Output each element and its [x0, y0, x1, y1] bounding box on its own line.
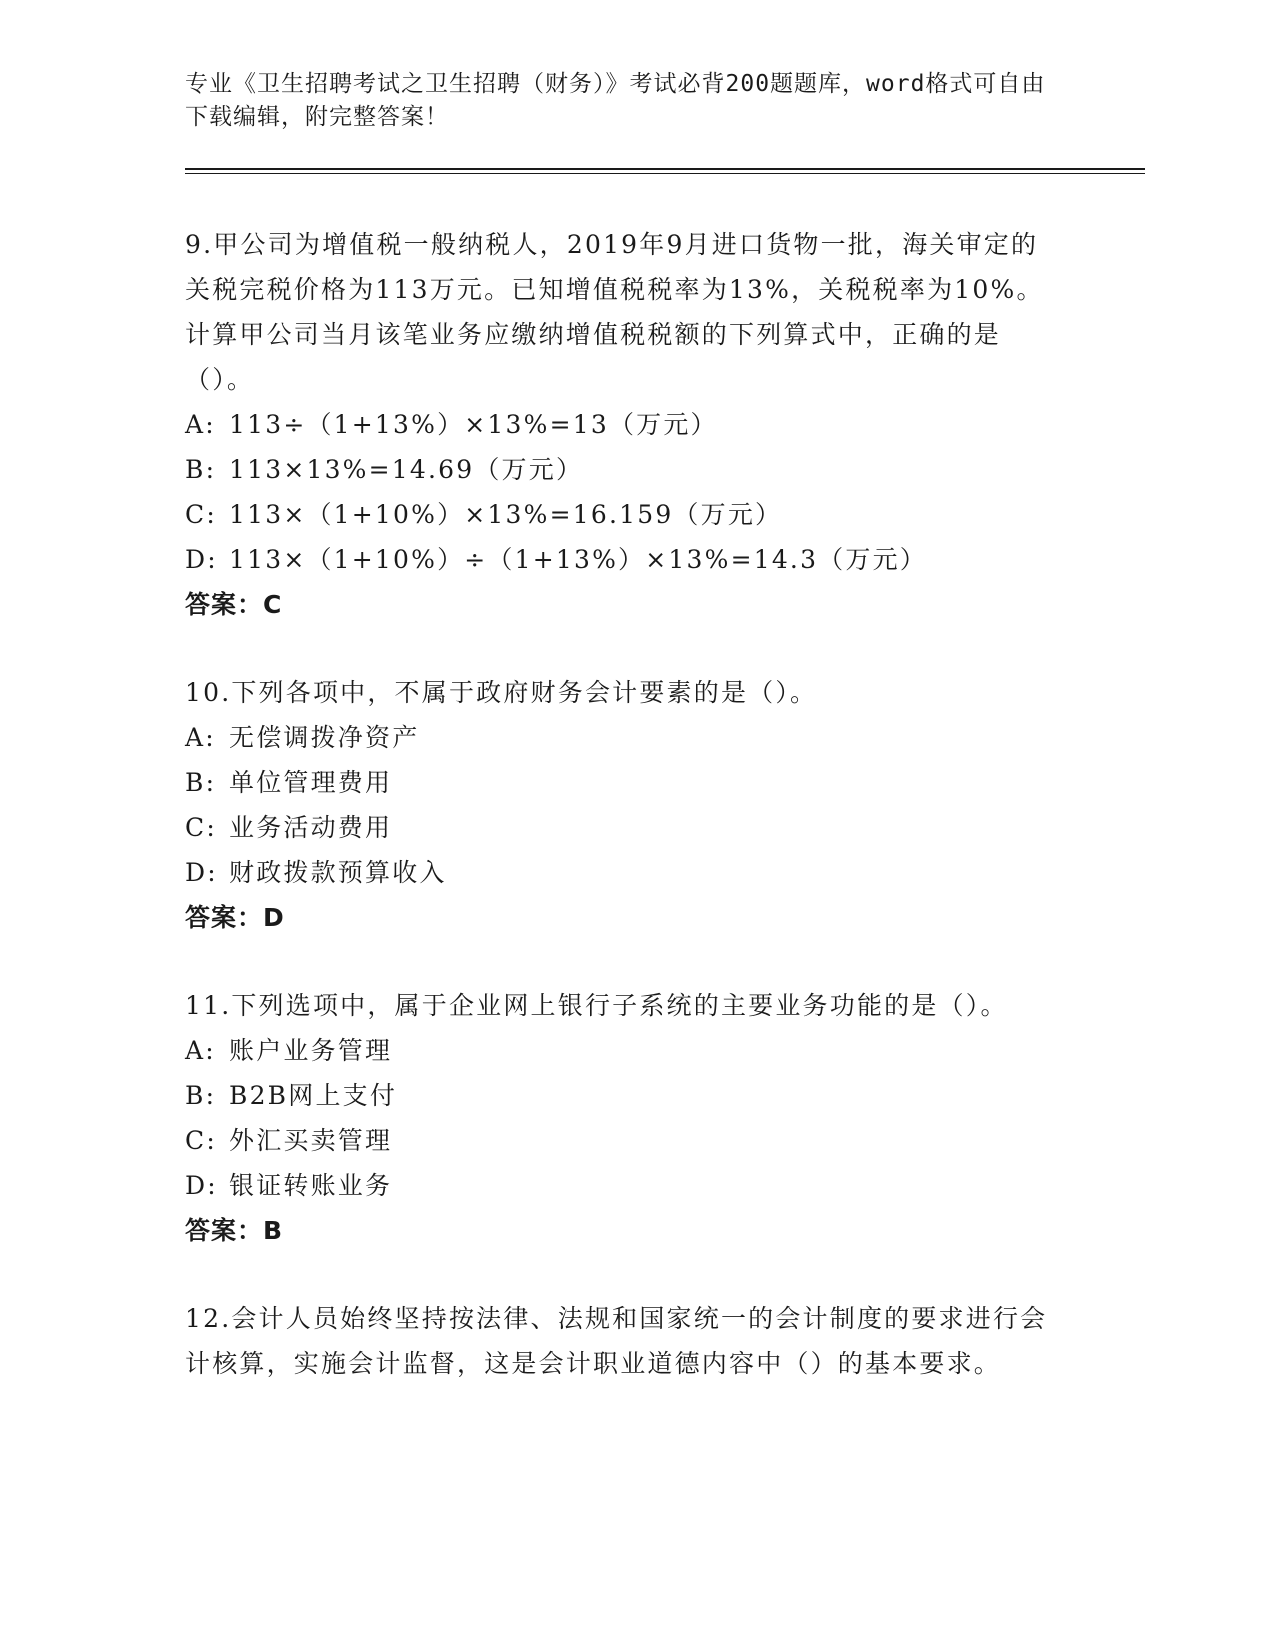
question-number: 11. — [185, 991, 232, 1020]
question-text: 11.下列选项中，属于企业网上银行子系统的主要业务功能的是（）。 — [185, 991, 1008, 1020]
option-d: D: 银证转账业务 — [185, 1171, 393, 1200]
option-c: C: 113×（1+10%）×13%=16.159（万元） — [185, 500, 783, 529]
question-item — [185, 983, 1145, 1253]
option-a: A: 无偿调拨净资产 — [185, 723, 420, 752]
option-b: B: 单位管理费用 — [185, 768, 393, 797]
question-list — [185, 222, 1145, 1386]
question-number: 9. — [185, 230, 214, 259]
option-d: D: 财政拨款预算收入 — [185, 858, 447, 887]
option-a: A: 113÷（1+13%）×13%=13（万元） — [185, 410, 718, 439]
question-number: 10. — [185, 678, 232, 707]
question-item — [185, 1296, 1145, 1386]
option-d: D: 113×（1+10%）÷（1+13%）×13%=14.3（万元） — [185, 545, 927, 574]
option-b: B: 113×13%=14.69（万元） — [185, 455, 584, 484]
option-c: C: 业务活动费用 — [185, 813, 393, 842]
answer-line: 答案：B — [185, 1216, 284, 1245]
question-text: 10.下列各项中，不属于政府财务会计要素的是（）。 — [185, 678, 818, 707]
option-c: C: 外汇买卖管理 — [185, 1126, 393, 1155]
option-a: A: 账户业务管理 — [185, 1036, 393, 1065]
header-divider — [185, 168, 1145, 174]
question-number: 12. — [185, 1304, 232, 1333]
document-page — [185, 0, 1145, 1429]
answer-line: 答案：D — [185, 903, 285, 932]
question-item — [185, 222, 1145, 627]
question-item — [185, 670, 1145, 940]
answer-line: 答案：C — [185, 590, 283, 619]
document-header: 专业《卫生招聘考试之卫生招聘（财务）》考试必背200题题库，word格式可自由下载编辑，附完整答案！ — [185, 71, 1046, 130]
question-text: 9.甲公司为增值税一般纳税人，2019年9月进口货物一批，海关审定的关税完税价格为113万元。已知增值税税率为13%，关税税率为10%。计算甲公司当月该笔业务应缴纳增值税税额的下列算式中，正确的是（）。 — [185, 230, 1044, 394]
question-text: 12.会计人员始终坚持按法律、法规和国家统一的会计制度的要求进行会计核算，实施会计监督，这是会计职业道德内容中（）的基本要求。 — [185, 1304, 1048, 1378]
option-b: B: B2B网上支付 — [185, 1081, 398, 1110]
